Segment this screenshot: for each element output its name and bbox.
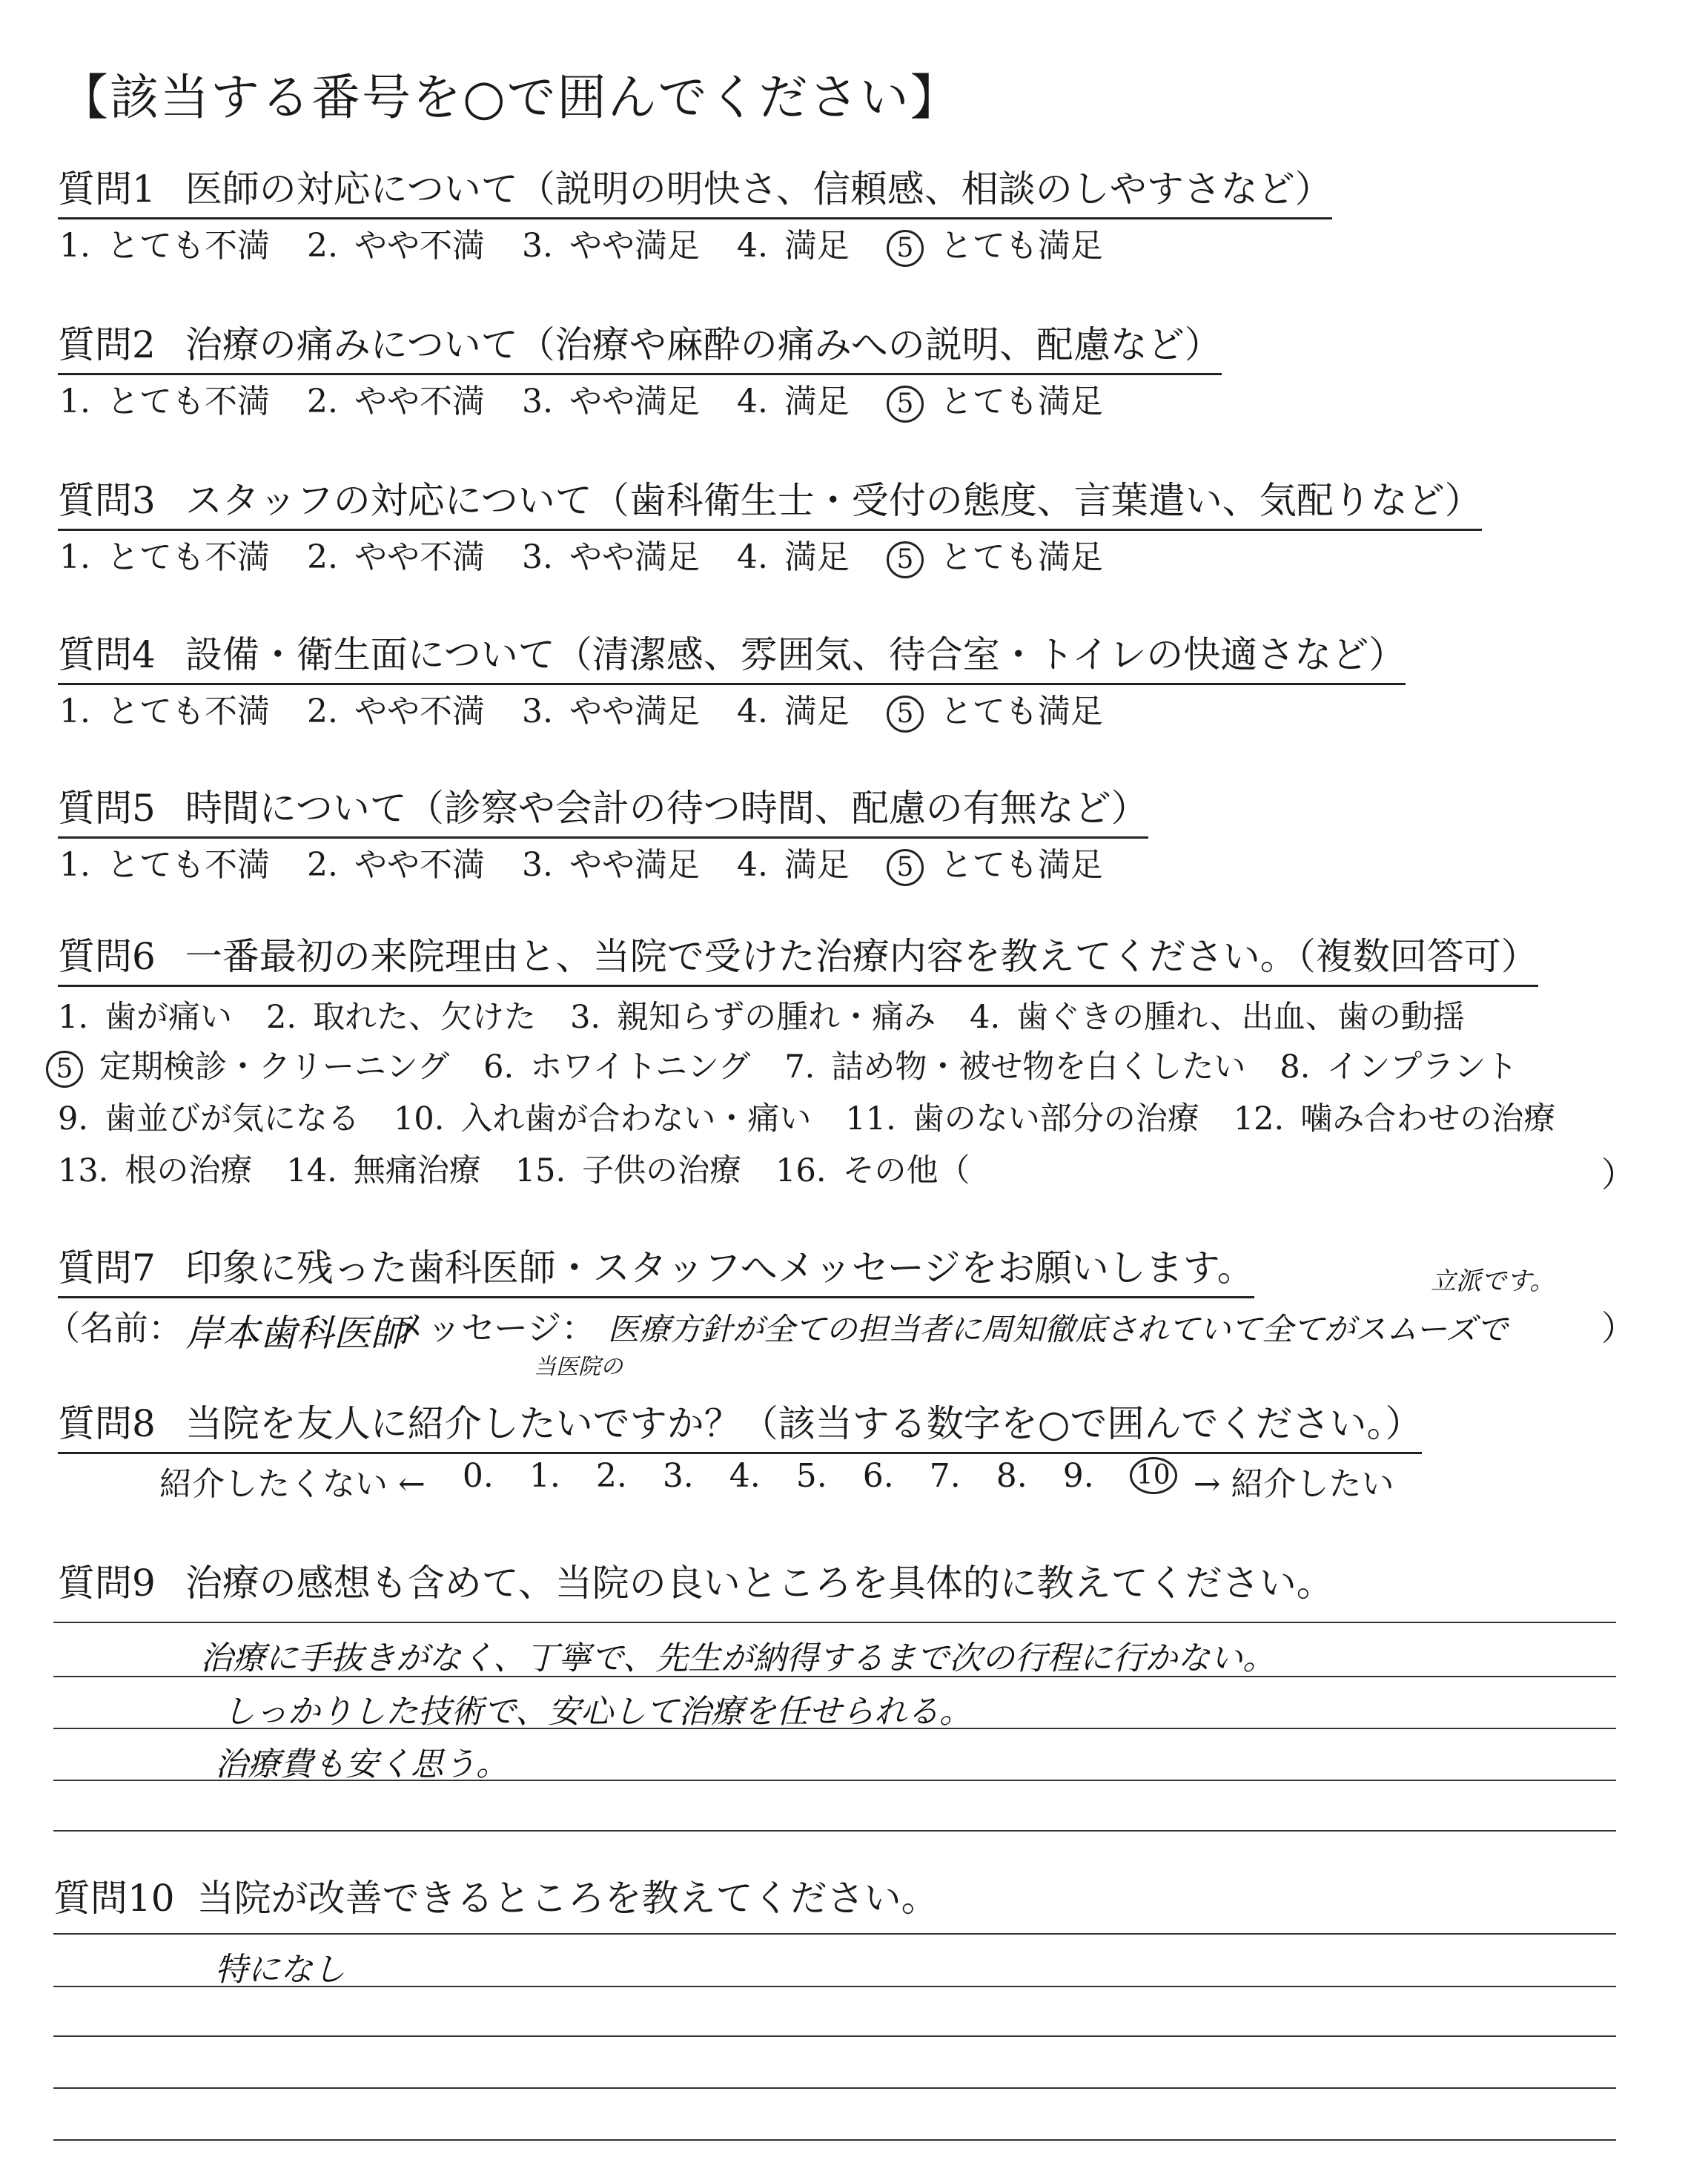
option-label: 詰め物・被せ物を白くしたい: [831, 1048, 1246, 1086]
rating-option[interactable]: [887, 374, 1103, 423]
option-label: やや満足: [569, 383, 700, 420]
option-row: [46, 1042, 1552, 1088]
close-paren: ）: [1601, 1308, 1635, 1348]
option-label: 満足: [784, 538, 850, 576]
option-number: 2.: [306, 693, 338, 730]
rating-option[interactable]: [887, 684, 1103, 733]
treatment-option[interactable]: [570, 992, 936, 1037]
treatment-option[interactable]: [1280, 1042, 1517, 1088]
treatment-option[interactable]: [46, 1042, 449, 1088]
option-label: 満足: [784, 846, 850, 884]
option-number: 1.: [59, 383, 90, 420]
rating-option[interactable]: [307, 838, 485, 886]
option-number: 3.: [570, 999, 601, 1036]
option-number: 2.: [306, 383, 338, 420]
close-paren: ）: [1601, 1155, 1635, 1195]
option-label: 定期検診・クリーニング: [99, 1048, 450, 1086]
scale-number[interactable]: 1.: [529, 1457, 560, 1495]
option-label: 歯ぐきの腫れ、出血、歯の動揺: [1016, 999, 1465, 1036]
rating-option[interactable]: [737, 838, 850, 886]
question-number: 質問5: [58, 787, 156, 830]
scale-right-label: → 紹介したい: [1193, 1465, 1394, 1503]
option-number: 3.: [521, 693, 553, 730]
option-label: 満足: [784, 383, 850, 420]
answer-line: [53, 2087, 1616, 2089]
answer-text: しっかりした技術で、安心して治療を任せられる。: [222, 1693, 973, 1731]
option-label: とても不満: [106, 538, 270, 576]
option-label: とても満足: [939, 227, 1103, 265]
option-number: 4.: [970, 999, 1001, 1036]
option-label: 満足: [784, 693, 850, 730]
question-text: 設備・衛生面について（清潔感、雰囲気、待合室・トイレの快適さなど）: [185, 633, 1406, 676]
option-number: 4.: [736, 693, 768, 730]
treatment-option[interactable]: [845, 1094, 1199, 1139]
rating-option[interactable]: [522, 530, 700, 578]
question-text: 印象に残った歯科医師・スタッフへメッセージをお願いします。: [185, 1246, 1254, 1289]
option-number: 3.: [521, 227, 553, 265]
option-number: 15.: [514, 1152, 566, 1189]
option-number: 3.: [521, 383, 553, 420]
circled-number: 5: [887, 386, 924, 423]
treatment-option[interactable]: [784, 1042, 1245, 1088]
option-number: 4.: [736, 383, 768, 420]
message-insert: 当医院の: [534, 1354, 623, 1380]
option-number: 12.: [1233, 1100, 1285, 1137]
answer-line: [53, 1830, 1616, 1832]
question-text: 当院が改善できるところを教えてください。: [196, 1877, 939, 1920]
option-row: [58, 1094, 1589, 1139]
name-value: 岸本歯科医師: [185, 1312, 408, 1355]
circled-number: 5: [46, 1051, 83, 1088]
question-7-heading: [58, 1238, 1254, 1298]
option-number: 16.: [775, 1152, 827, 1189]
question-text: 治療の感想も含めて、当院の良いところを具体的に教えてください。: [185, 1562, 1334, 1605]
treatment-option[interactable]: [58, 992, 232, 1037]
option-label: やや不満: [354, 538, 485, 576]
option-number: 1.: [59, 538, 90, 576]
option-number: 7.: [784, 1048, 815, 1086]
option-row: [58, 1146, 1004, 1191]
rating-option[interactable]: [59, 684, 270, 733]
option-label: 無痛治療: [353, 1152, 481, 1189]
rating-option[interactable]: [522, 684, 700, 733]
treatment-option[interactable]: [775, 1146, 970, 1191]
question-text: 時間について（診察や会計の待つ時間、配慮の有無など）: [185, 787, 1148, 830]
question-number: 質問1: [58, 168, 156, 211]
question-6-heading: [58, 927, 1538, 987]
answer-line: [53, 1933, 1616, 1935]
question-4-options: [59, 684, 1140, 733]
option-label: 満足: [784, 227, 850, 265]
rating-option[interactable]: [59, 374, 270, 423]
question-2-options: [59, 374, 1140, 423]
option-number: 2.: [306, 227, 338, 265]
rating-option[interactable]: [737, 530, 850, 578]
treatment-option[interactable]: [58, 1146, 252, 1191]
option-label: やや満足: [569, 227, 700, 265]
treatment-option[interactable]: [515, 1146, 741, 1191]
option-number: 3.: [521, 538, 553, 576]
option-label: とても不満: [106, 693, 270, 730]
treatment-option[interactable]: [286, 1146, 480, 1191]
circled-number: 5: [887, 541, 924, 578]
option-label: 歯並びが気になる: [105, 1100, 360, 1137]
rating-option[interactable]: [737, 374, 850, 423]
rating-option[interactable]: [59, 838, 270, 886]
rating-option[interactable]: [59, 219, 270, 267]
circled-number[interactable]: 10: [1130, 1457, 1177, 1494]
option-label: 入れ歯が合わない・痛い: [460, 1100, 812, 1137]
rating-option[interactable]: [737, 684, 850, 733]
option-number: 1.: [59, 846, 90, 884]
option-label: やや不満: [354, 846, 485, 884]
question-5-options: [59, 838, 1140, 886]
scale-number[interactable]: 5.: [795, 1457, 827, 1495]
rating-option[interactable]: [887, 219, 1103, 267]
answer-line: [53, 2139, 1616, 2141]
rating-option[interactable]: [522, 219, 700, 267]
scale-number[interactable]: 4.: [729, 1457, 761, 1495]
question-number: 質問3: [58, 479, 156, 522]
scale-number[interactable]: 6.: [862, 1457, 894, 1495]
option-label: 歯が痛い: [105, 999, 233, 1036]
option-label: 歯のない部分の治療: [912, 1100, 1199, 1137]
question-2-heading: [58, 315, 1222, 375]
scale-number[interactable]: 2.: [595, 1457, 627, 1495]
option-number: 3.: [521, 846, 553, 884]
option-label: とても不満: [106, 227, 270, 265]
option-number: 2.: [306, 846, 338, 884]
treatment-option[interactable]: [58, 1094, 360, 1139]
treatment-option[interactable]: [483, 1042, 750, 1088]
rating-option[interactable]: [887, 530, 1103, 578]
option-number: 1.: [58, 999, 89, 1036]
question-number: 質問2: [58, 323, 156, 366]
question-3-heading: [58, 471, 1482, 531]
question-number: 質問4: [58, 633, 156, 676]
rating-option[interactable]: [307, 684, 485, 733]
rating-option[interactable]: [887, 838, 1103, 886]
option-row: [58, 992, 1499, 1037]
question-1-options: [59, 219, 1140, 267]
question-number: 質問8: [58, 1402, 156, 1445]
option-label: とても不満: [106, 383, 270, 420]
question-4-heading: [58, 625, 1406, 685]
answer-text: 特になし: [215, 1951, 345, 1989]
scale-number[interactable]: 9.: [1062, 1457, 1094, 1495]
option-number: 9.: [58, 1100, 89, 1137]
option-label: インプラント: [1326, 1048, 1518, 1086]
question-8-heading: [58, 1394, 1422, 1454]
option-label: ホワイトニング: [530, 1048, 751, 1086]
question-9-heading: [58, 1553, 1334, 1607]
scale-number[interactable]: 3.: [662, 1457, 694, 1495]
question-text: スタッフの対応について（歯科衛生士・受付の態度、言葉遣い、気配りなど）: [185, 479, 1482, 522]
answer-text: 治療費も安く思う。: [215, 1745, 509, 1783]
option-label: 噛み合わせの治療: [1300, 1100, 1556, 1137]
scale-number[interactable]: 7.: [929, 1457, 961, 1495]
option-label: その他（: [842, 1152, 970, 1189]
option-label: 根の治療: [125, 1152, 253, 1189]
option-label: 子供の治療: [582, 1152, 742, 1189]
option-label: やや満足: [569, 693, 700, 730]
option-number: 14.: [286, 1152, 337, 1189]
option-number: 10.: [394, 1100, 445, 1137]
name-label: （名前：: [46, 1308, 182, 1348]
rating-option[interactable]: [737, 219, 850, 267]
question-text: 当院を友人に紹介したいですか？（該当する数字を○で囲んでください。）: [185, 1402, 1423, 1445]
option-label: やや満足: [569, 538, 700, 576]
scale-left-label: 紹介したくない ←: [159, 1465, 426, 1503]
scale-number[interactable]: 8.: [996, 1457, 1027, 1495]
option-label: 親知らずの腫れ・痛み: [617, 999, 936, 1036]
question-text: 治療の痛みについて（治療や麻酔の痛みへの説明、配慮など）: [185, 323, 1222, 366]
option-label: やや満足: [569, 846, 700, 884]
option-number: 11.: [845, 1100, 896, 1137]
question-number: 質問6: [58, 935, 156, 978]
treatment-option[interactable]: [394, 1094, 811, 1139]
rating-option[interactable]: [307, 530, 485, 578]
handwritten-above-text: 立派です。: [1431, 1266, 1555, 1296]
option-label: やや不満: [354, 693, 485, 730]
answer-line: [53, 2035, 1616, 2037]
question-1-heading: [58, 159, 1332, 219]
question-number: 質問9: [58, 1562, 156, 1605]
treatment-option[interactable]: [266, 992, 536, 1037]
question-10-heading: [53, 1869, 939, 1922]
option-label: やや不満: [354, 227, 485, 265]
rating-option[interactable]: [522, 838, 700, 886]
rating-option[interactable]: [307, 219, 485, 267]
message-label: メッセージ：: [393, 1308, 596, 1348]
question-text: 医師の対応について（説明の明快さ、信頼感、相談のしやすさなど）: [185, 168, 1332, 211]
treatment-option[interactable]: [1234, 1094, 1555, 1139]
referral-scale: [159, 1457, 1431, 1505]
option-number: 6.: [483, 1048, 514, 1086]
rating-option[interactable]: [307, 374, 485, 423]
question-number: 質問10: [53, 1877, 175, 1920]
option-label: とても満足: [939, 693, 1103, 730]
option-number: 13.: [58, 1152, 109, 1189]
circled-number: 5: [887, 230, 924, 267]
circled-number: 5: [887, 849, 924, 886]
question-5-heading: [58, 779, 1148, 839]
answer-text: 治療に手抜きがなく、丁寧で、先生が納得するまで次の行程に行かない。: [200, 1639, 1276, 1677]
option-label: やや不満: [354, 383, 485, 420]
circled-number: 5: [887, 696, 924, 733]
rating-option[interactable]: [59, 530, 270, 578]
question-number: 質問7: [58, 1246, 156, 1289]
question-text: 一番最初の来院理由と、当院で受けた治療内容を教えてください。（複数回答可）: [185, 935, 1538, 978]
question-3-options: [59, 530, 1140, 578]
option-label: とても満足: [939, 383, 1103, 420]
option-label: とても不満: [106, 846, 270, 884]
message-value: 医療方針が全ての担当者に周知徹底されていて全てがスムーズで: [608, 1311, 1508, 1347]
option-number: 1.: [59, 693, 90, 730]
page-title: 【該当する番号を○で囲んでください】: [59, 69, 961, 126]
option-number: 4.: [736, 538, 768, 576]
option-label: 取れた、欠けた: [313, 999, 537, 1036]
option-number: 1.: [59, 227, 90, 265]
option-number: 2.: [266, 999, 297, 1036]
answer-line: [53, 1622, 1616, 1623]
option-number: 8.: [1280, 1048, 1311, 1086]
option-number: 4.: [736, 846, 768, 884]
scale-number[interactable]: 0.: [462, 1457, 494, 1495]
option-number: 4.: [736, 227, 768, 265]
treatment-option[interactable]: [970, 992, 1465, 1037]
option-number: 2.: [306, 538, 338, 576]
option-label: とても満足: [939, 538, 1103, 576]
option-label: とても満足: [939, 846, 1103, 884]
rating-option[interactable]: [522, 374, 700, 423]
